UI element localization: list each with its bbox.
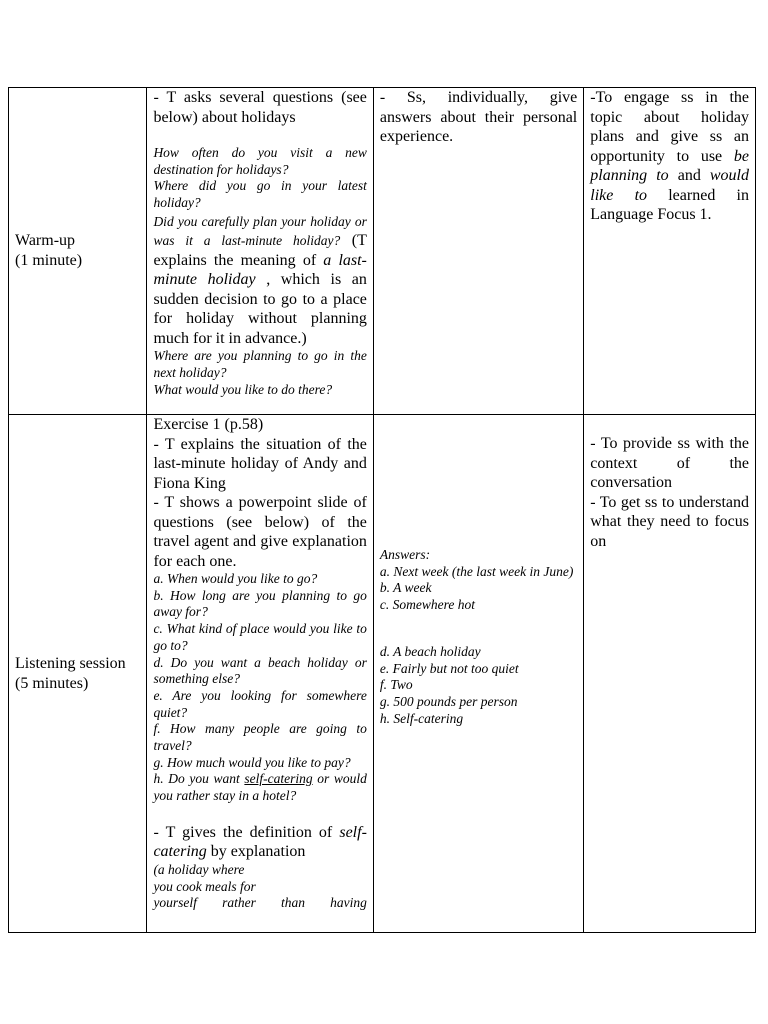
warmup-purpose-term-1: be planning to (590, 147, 749, 184)
listening-stage-name: Listening session (15, 654, 126, 672)
warmup-question-1: How often do you visit a new destination for holidays? (153, 145, 367, 177)
warmup-purpose-a: -To engage ss in the topic about holiday plans and give ss an opportunity to use (590, 89, 749, 165)
listening-stage-duration: (5 minutes) (15, 674, 89, 692)
answer-g: g. 500 pounds per person (379, 693, 518, 709)
listening-exercise-title: Exercise 1 (p.58) (153, 416, 264, 433)
answer-b: b. A week (379, 580, 432, 596)
answer-a: a. Next week (the last week in June) (379, 563, 574, 579)
answer-e: e. Fairly but not too quiet (379, 660, 519, 676)
warmup-teacher-intro: - T asks several questions (see below) about holidays (153, 89, 367, 126)
answer-c: c. Somewhere hot (379, 597, 475, 613)
listening-purpose-1: - To provide ss with the context of the conversation (590, 435, 749, 491)
answers-title: Answers: (379, 547, 431, 562)
answer-d: d. A beach holiday (379, 643, 481, 659)
warmup-teacher-cell (147, 88, 373, 415)
warmup-explain-term: a last-minute holiday (153, 251, 367, 289)
warmup-explain-open: (T explains the meaning of (153, 232, 367, 269)
warmup-row (9, 88, 756, 415)
warmup-purpose-and: and (668, 167, 710, 184)
listening-definition-pre: - T gives the definition of (153, 823, 340, 841)
listening-definition (153, 823, 366, 862)
warmup-stage-name: Warm-up (15, 232, 76, 249)
listening-student-cell (373, 415, 583, 933)
warmup-student-activity: - Ss, individually, give answers about their personal experience. (379, 89, 578, 145)
listening-row (9, 415, 756, 933)
warmup-student-cell (373, 88, 583, 415)
listening-question-h-post: or would you rather stay in a hotel? (153, 771, 367, 804)
listening-purpose-cell (584, 415, 756, 933)
warmup-purpose-b: learned in Language Focus 1. (590, 186, 749, 223)
listening-teacher-explains: - T explains the situation of the last-minute holiday of Andy and Fiona King (153, 435, 367, 492)
listening-question-b: b. How long are you planning to go away for? (153, 587, 367, 620)
warmup-purpose-term-2: would like to (590, 167, 749, 204)
listening-teacher-shows: - T shows a powerpoint slide of questions (see below) of the travel agent and give explanation for each one. (153, 494, 367, 570)
listening-stage-cell (9, 415, 147, 933)
warmup-stage-cell (9, 88, 147, 415)
listening-question-h (153, 771, 366, 804)
warmup-question-4: Where are you planning to go in the next holiday? (153, 348, 367, 381)
listening-definition-detail-3: yourself rather than having (153, 895, 367, 911)
listening-question-d: d. Do you want a beach holiday or something else? (153, 654, 367, 687)
warmup-purpose (590, 88, 749, 225)
listening-question-h-term: self-catering (244, 771, 313, 787)
warmup-question-3-with-explanation (153, 212, 366, 349)
listening-question-f: f. How many people are going to travel? (153, 721, 367, 754)
warmup-question-5: What would you like to do there? (153, 381, 333, 397)
listening-purpose-2: - To get ss to understand what they need to focus on (590, 493, 749, 550)
listening-question-c: c. What kind of place would you like to go to? (153, 621, 367, 653)
warmup-question-3: Did you carefully plan your holiday or was it a last-minute holiday? (153, 213, 367, 249)
warmup-stage-duration: (1 minute) (15, 252, 83, 269)
listening-definition-term: self-catering (153, 823, 367, 861)
listening-definition-detail-2: you cook meals for (153, 878, 256, 894)
warmup-question-2: Where did you go in your latest holiday? (153, 178, 367, 211)
listening-definition-post: by explanation (206, 843, 306, 861)
listening-question-a: a. When would you like to go? (153, 571, 318, 586)
answer-f: f. Two (379, 677, 413, 693)
listening-question-e: e. Are you looking for somewhere quiet? (153, 687, 367, 720)
listening-definition-detail-1: (a holiday where (153, 861, 245, 877)
listening-question-h-pre: h. Do you want (153, 771, 245, 787)
lesson-plan-table (8, 87, 756, 933)
listening-question-g: g. How much would you like to pay? (153, 754, 351, 770)
listening-teacher-cell (147, 415, 373, 933)
warmup-explain-rest: , which is an sudden decision to go to a place for holiday without planning much for it in advance.) (153, 271, 367, 347)
warmup-purpose-cell (584, 88, 756, 415)
answer-h: h. Self-catering (379, 710, 464, 726)
